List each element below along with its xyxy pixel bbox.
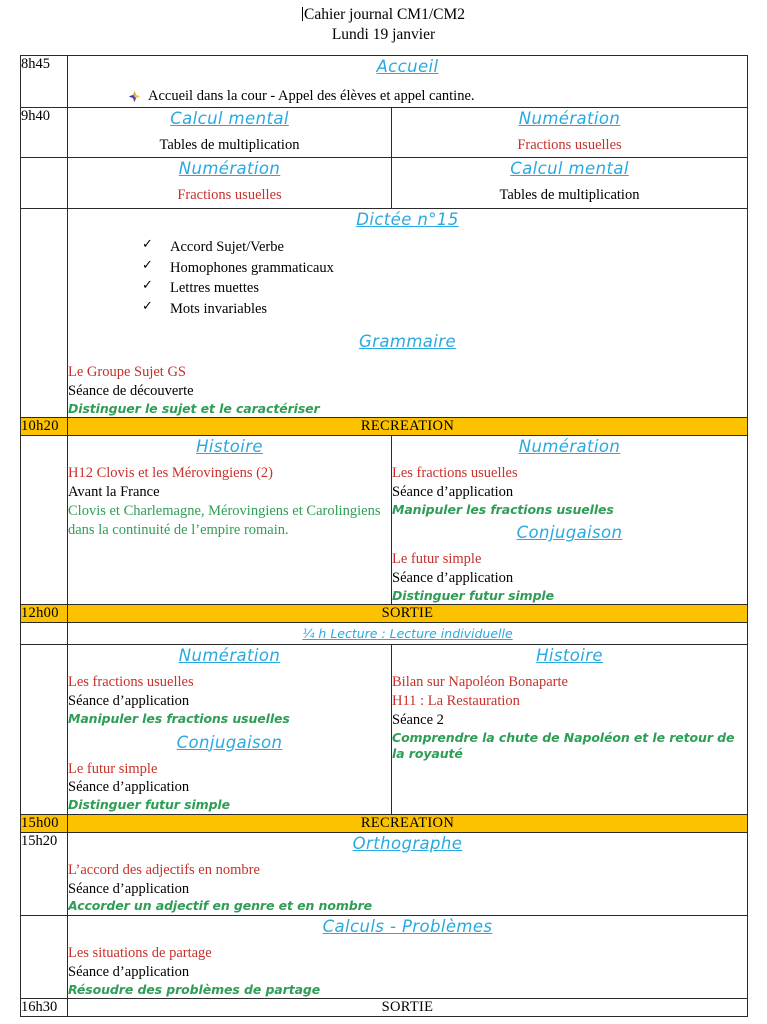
time-dictee [21,209,68,418]
accueil-bullet-text: Accueil dans la cour - Appel des élèves et appel cantine. [148,87,475,104]
time-orthographe: 15h20 [21,832,68,915]
cell-calculs [68,915,748,998]
subject-dictee: Dictée n°15 [356,210,459,230]
time-recreation-1: 10h20 [21,418,68,436]
skill-manipuler-fractions: Manipuler les fractions usuelles [68,711,290,727]
table-row-recreation-2 [21,814,748,832]
check-icon: ✓ [142,237,153,253]
cell-afternoon-right [392,645,748,814]
cell-0940-left [68,107,392,158]
table-row-accueil [21,55,748,107]
stage-seance-application: Séance d’application [68,693,190,710]
time-0940: 9h40 [21,107,68,158]
objective-fractions-usuelles: Les fractions usuelles [68,674,194,691]
objective-futur-simple: Le futur simple [68,760,158,777]
checklist-label: Accord Sujet/Verbe [170,239,284,256]
skill-distinguer-futur-simple: Distinguer futur simple [68,797,230,813]
list-item [142,299,747,319]
table-row-swap [21,158,748,209]
label-lecture-individuelle: ¼ h Lecture : Lecture individuelle [302,626,513,642]
stage-avant-la-france: Avant la France [68,483,160,500]
subject-calcul-mental: Calcul mental [510,159,629,179]
stage-seance-application: Séance d’application [68,963,190,980]
banner-recreation-2: RECREATION [68,814,748,832]
skill-resoudre-problemes: Résoudre des problèmes de partage [68,981,321,997]
subject-histoire: Histoire [196,437,263,457]
check-icon: ✓ [142,298,153,314]
time-morning-2 [21,436,68,605]
cell-dictee [68,209,748,418]
subject-conjugaison: Conjugaison [516,523,623,543]
subject-histoire: Histoire [536,646,603,666]
cell-0940-right [392,107,748,158]
skill-accorder-adjectif: Accorder un adjectif en genre et en nombre [68,898,373,914]
text-cursor [302,7,303,21]
title-line-1 [0,5,767,25]
table-row-orthographe [21,832,748,915]
time-sortie-midi: 12h00 [21,605,68,623]
stage-seance-application: Séance d’application [68,779,190,796]
banner-sortie-midi: SORTIE [68,605,748,623]
detail-fractions-usuelles: Fractions usuelles [517,136,622,153]
spacer [392,518,747,522]
accueil-bullet-line [68,84,747,107]
page-subtitle: Lundi 19 janvier [331,25,436,43]
check-icon: ✓ [142,257,153,273]
cell-accueil [68,55,748,107]
time-sortie-soir: 16h30 [21,999,68,1017]
table-row-0940 [21,107,748,158]
title-line-2 [0,25,767,45]
checklist-label: Mots invariables [170,300,268,317]
objective-bilan-napoleon: Bilan sur Napoléon Bonaparte [392,674,568,691]
skill-manipuler-fractions: Manipuler les fractions usuelles [392,501,614,517]
list-item [142,258,747,278]
subject-calculs-problemes: Calculs - Problèmes [322,916,493,936]
stage-seance-decouverte: Séance de découverte [68,382,194,399]
cell-morning-2-right [392,436,748,605]
subject-conjugaison: Conjugaison [176,732,283,752]
journal-sheet [20,55,747,1017]
time-calculs [21,915,68,998]
skill-chute-napoleon: Comprendre la chute de Napoléon et le retour de la royauté [392,729,735,762]
objective-fractions-usuelles: Les fractions usuelles [392,465,518,482]
objective-futur-simple: Le futur simple [392,551,482,568]
diamond-cross-bullet-icon [128,90,141,103]
table-row-dictee [21,209,748,418]
cell-swap-left [68,158,392,209]
objective-la-restauration: H11 : La Restauration [392,693,520,710]
time-afternoon [21,645,68,814]
spacer [68,728,391,732]
table-row-lecture [21,623,748,645]
objective-situations-partage: Les situations de partage [68,944,212,961]
objective-groupe-sujet: Le Groupe Sujet GS [68,363,186,380]
detail-tables-multiplication: Tables de multiplication [499,187,640,204]
spacer [68,323,747,331]
stage-seance-2: Séance 2 [392,712,444,729]
time-lecture [21,623,68,645]
checklist-label: Lettres muettes [170,280,259,297]
objective-accord-adjectifs: L’accord des adjectifs en nombre [68,861,260,878]
cell-morning-2-left [68,436,392,605]
list-item [142,237,747,257]
list-item [142,278,747,298]
table-row-calculs [21,915,748,998]
detail-fractions-usuelles: Fractions usuelles [177,187,282,204]
subject-numeration: Numération [518,437,621,457]
subject-numeration: Numération [178,159,281,179]
table-row-sortie-soir [21,999,748,1017]
table-row-sortie-midi [21,605,748,623]
subject-accueil: Accueil [376,56,439,76]
document-title-block [0,0,767,45]
page-title: Cahier journal CM1/CM2 [303,6,466,23]
subject-grammaire: Grammaire [358,331,457,351]
cell-swap-right [392,158,748,209]
skill-clovis-charlemagne: Clovis et Charlemagne, Mérovingiens et Carolingiens dans la continuité de l’empire romain. [68,502,381,538]
journal-table [20,55,748,1017]
dictee-checklist [68,237,747,319]
detail-tables-multiplication: Tables de multiplication [159,136,300,153]
cell-orthographe [68,832,748,915]
subject-calcul-mental: Calcul mental [170,108,289,128]
table-row-recreation-1 [21,418,748,436]
check-icon: ✓ [142,278,153,294]
cell-afternoon-left [68,645,392,814]
subject-numeration: Numération [178,646,281,666]
time-swap [21,158,68,209]
skill-distinguer-futur-simple: Distinguer futur simple [392,587,554,603]
skill-distinguer-sujet: Distinguer le sujet et le caractériser [68,400,320,416]
stage-seance-application: Séance d’application [392,570,514,587]
objective-clovis-merovingiens: H12 Clovis et les Mérovingiens (2) [68,465,273,482]
cell-lecture [68,623,748,645]
time-accueil: 8h45 [21,55,68,107]
checklist-label: Homophones grammaticaux [170,259,334,276]
stage-seance-application: Séance d’application [68,880,190,897]
table-row-morning-2 [21,436,748,605]
subject-numeration: Numération [518,108,621,128]
stage-seance-application: Séance d’application [392,483,514,500]
table-row-afternoon [21,645,748,814]
label-sortie-soir: SORTIE [68,999,748,1017]
time-recreation-2: 15h00 [21,814,68,832]
banner-recreation-1: RECREATION [68,418,748,436]
subject-orthographe: Orthographe [352,833,463,853]
